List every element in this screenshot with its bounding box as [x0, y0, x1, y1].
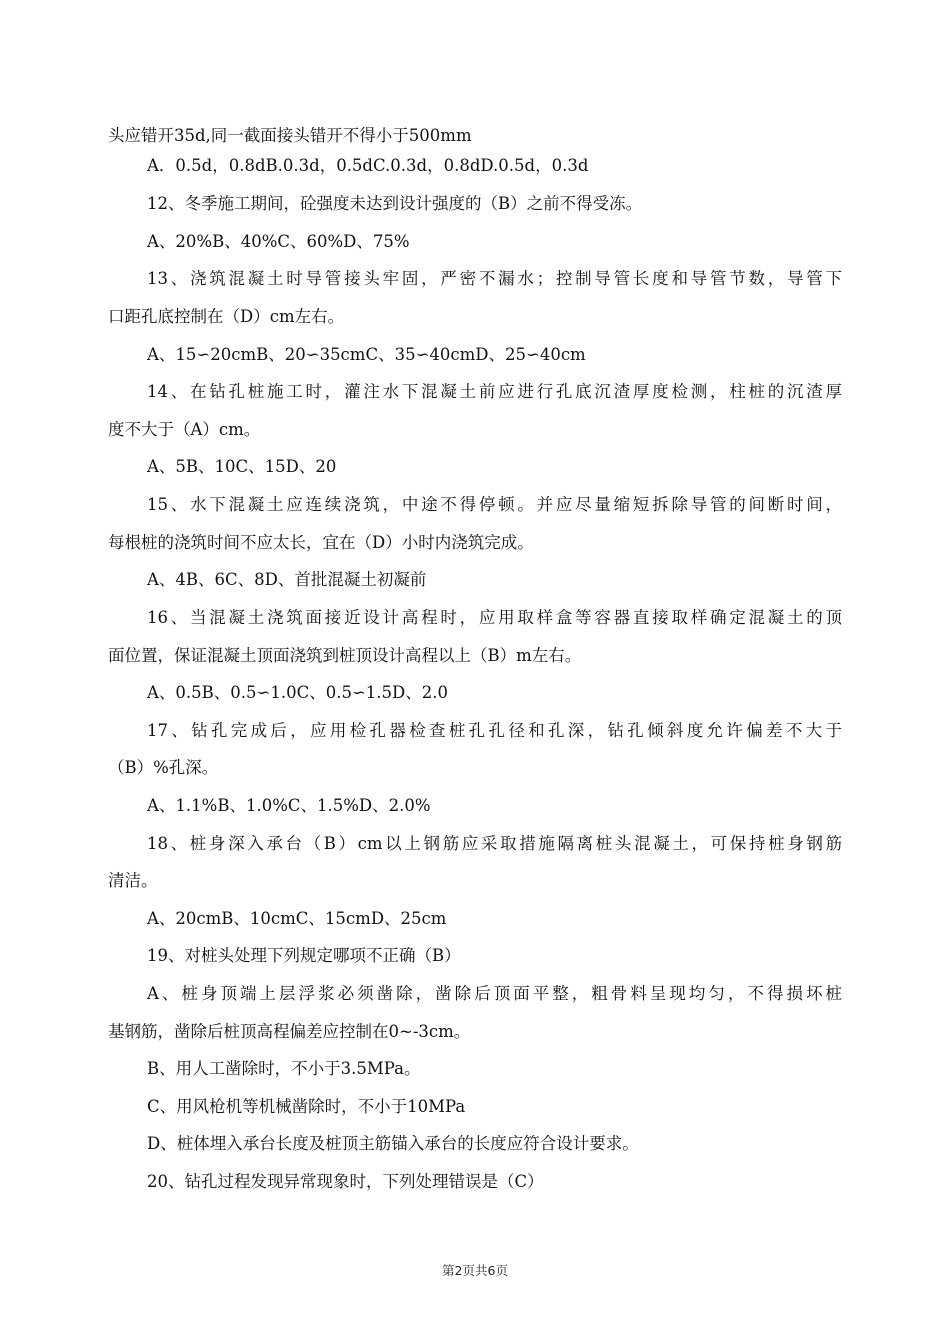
option-d-line: D、桩体埋入承台长度及桩顶主筋锚入承台的长度应符合设计要求。 [147, 1134, 639, 1153]
question-12: 12、冬季施工期间，砼强度未达到设计强度的（B）之前不得受冻。 [147, 194, 643, 213]
option-line: A、4B、6C、8D、首批混凝土初凝前 [147, 570, 427, 589]
text-line: 度不大于（A）cm。 [108, 420, 261, 439]
option-line: A、5B、10C、15D、20 [147, 457, 337, 476]
option-b-line: B、用人工凿除时，不小于3.5MPa。 [147, 1059, 421, 1078]
text-line: 每根桩的浇筑时间不应太长，宜在（D）小时内浇筑完成。 [108, 533, 534, 552]
page-footer: 第2页共6页 [442, 1263, 508, 1278]
text-line: 头应错开35d,同一截面接头错开不得小于500mm [108, 126, 472, 145]
option-line: A、20%B、40%C、60%D、75% [147, 232, 410, 251]
text-line: 清洁。 [108, 871, 158, 890]
text-line: 基钢筋，凿除后桩顶高程偏差应控制在0~-3cm。 [108, 1022, 471, 1041]
text-line: 口距孔底控制在（D）cm左右。 [108, 307, 345, 326]
question-17: 17、钻孔完成后，应用检孔器检查桩孔孔径和孔深，钻孔倾斜度允许偏差不大于 [147, 721, 842, 740]
question-20: 20、钻孔过程发现异常现象时，下列处理错误是（C） [147, 1172, 544, 1191]
option-line: A、20cmB、10cmC、15cmD、25cm [147, 909, 447, 928]
option-line: A．0.5d，0.8dB.0.3d，0.5dC.0.3d，0.8dD.0.5d，0.3d [147, 156, 589, 175]
question-15: 15、水下混凝土应连续浇筑，中途不得停顿。并应尽量缩短拆除导管的间断时间， [147, 495, 842, 514]
option-a-line: A、桩身顶端上层浮浆必须凿除，凿除后顶面平整，粗骨料呈现均匀，不得损坏桩 [147, 984, 842, 1003]
question-16: 16、当混凝土浇筑面接近设计高程时，应用取样盒等容器直接取样确定混凝土的顶 [147, 608, 842, 627]
option-line: A、1.1%B、1.0%C、1.5%D、2.0% [147, 796, 431, 815]
option-c-line: C、用风枪机等机械凿除时，不小于10MPa [147, 1097, 466, 1116]
option-line: A、15∽20cmB、20∽35cmC、35∽40cmD、25∽40cm [147, 345, 586, 364]
text-line: 面位置，保证混凝土顶面浇筑到桩顶设计高程以上（B）m左右。 [108, 646, 582, 665]
question-19: 19、对桩头处理下列规定哪项不正确（B） [147, 946, 461, 965]
option-line: A、0.5B、0.5∽1.0C、0.5∽1.5D、2.0 [147, 683, 448, 702]
question-14: 14、在钻孔桩施工时，灌注水下混凝土前应进行孔底沉渣厚度检测，柱桩的沉渣厚 [147, 382, 842, 401]
question-13: 13、浇筑混凝土时导管接头牢固，严密不漏水；控制导管长度和导管节数，导管下 [147, 269, 842, 288]
question-18: 18、桩身深入承台（B）cm以上钢筋应采取措施隔离桩头混凝土，可保持桩身钢筋 [147, 834, 842, 853]
text-line: （B）%孔深。 [108, 758, 219, 777]
